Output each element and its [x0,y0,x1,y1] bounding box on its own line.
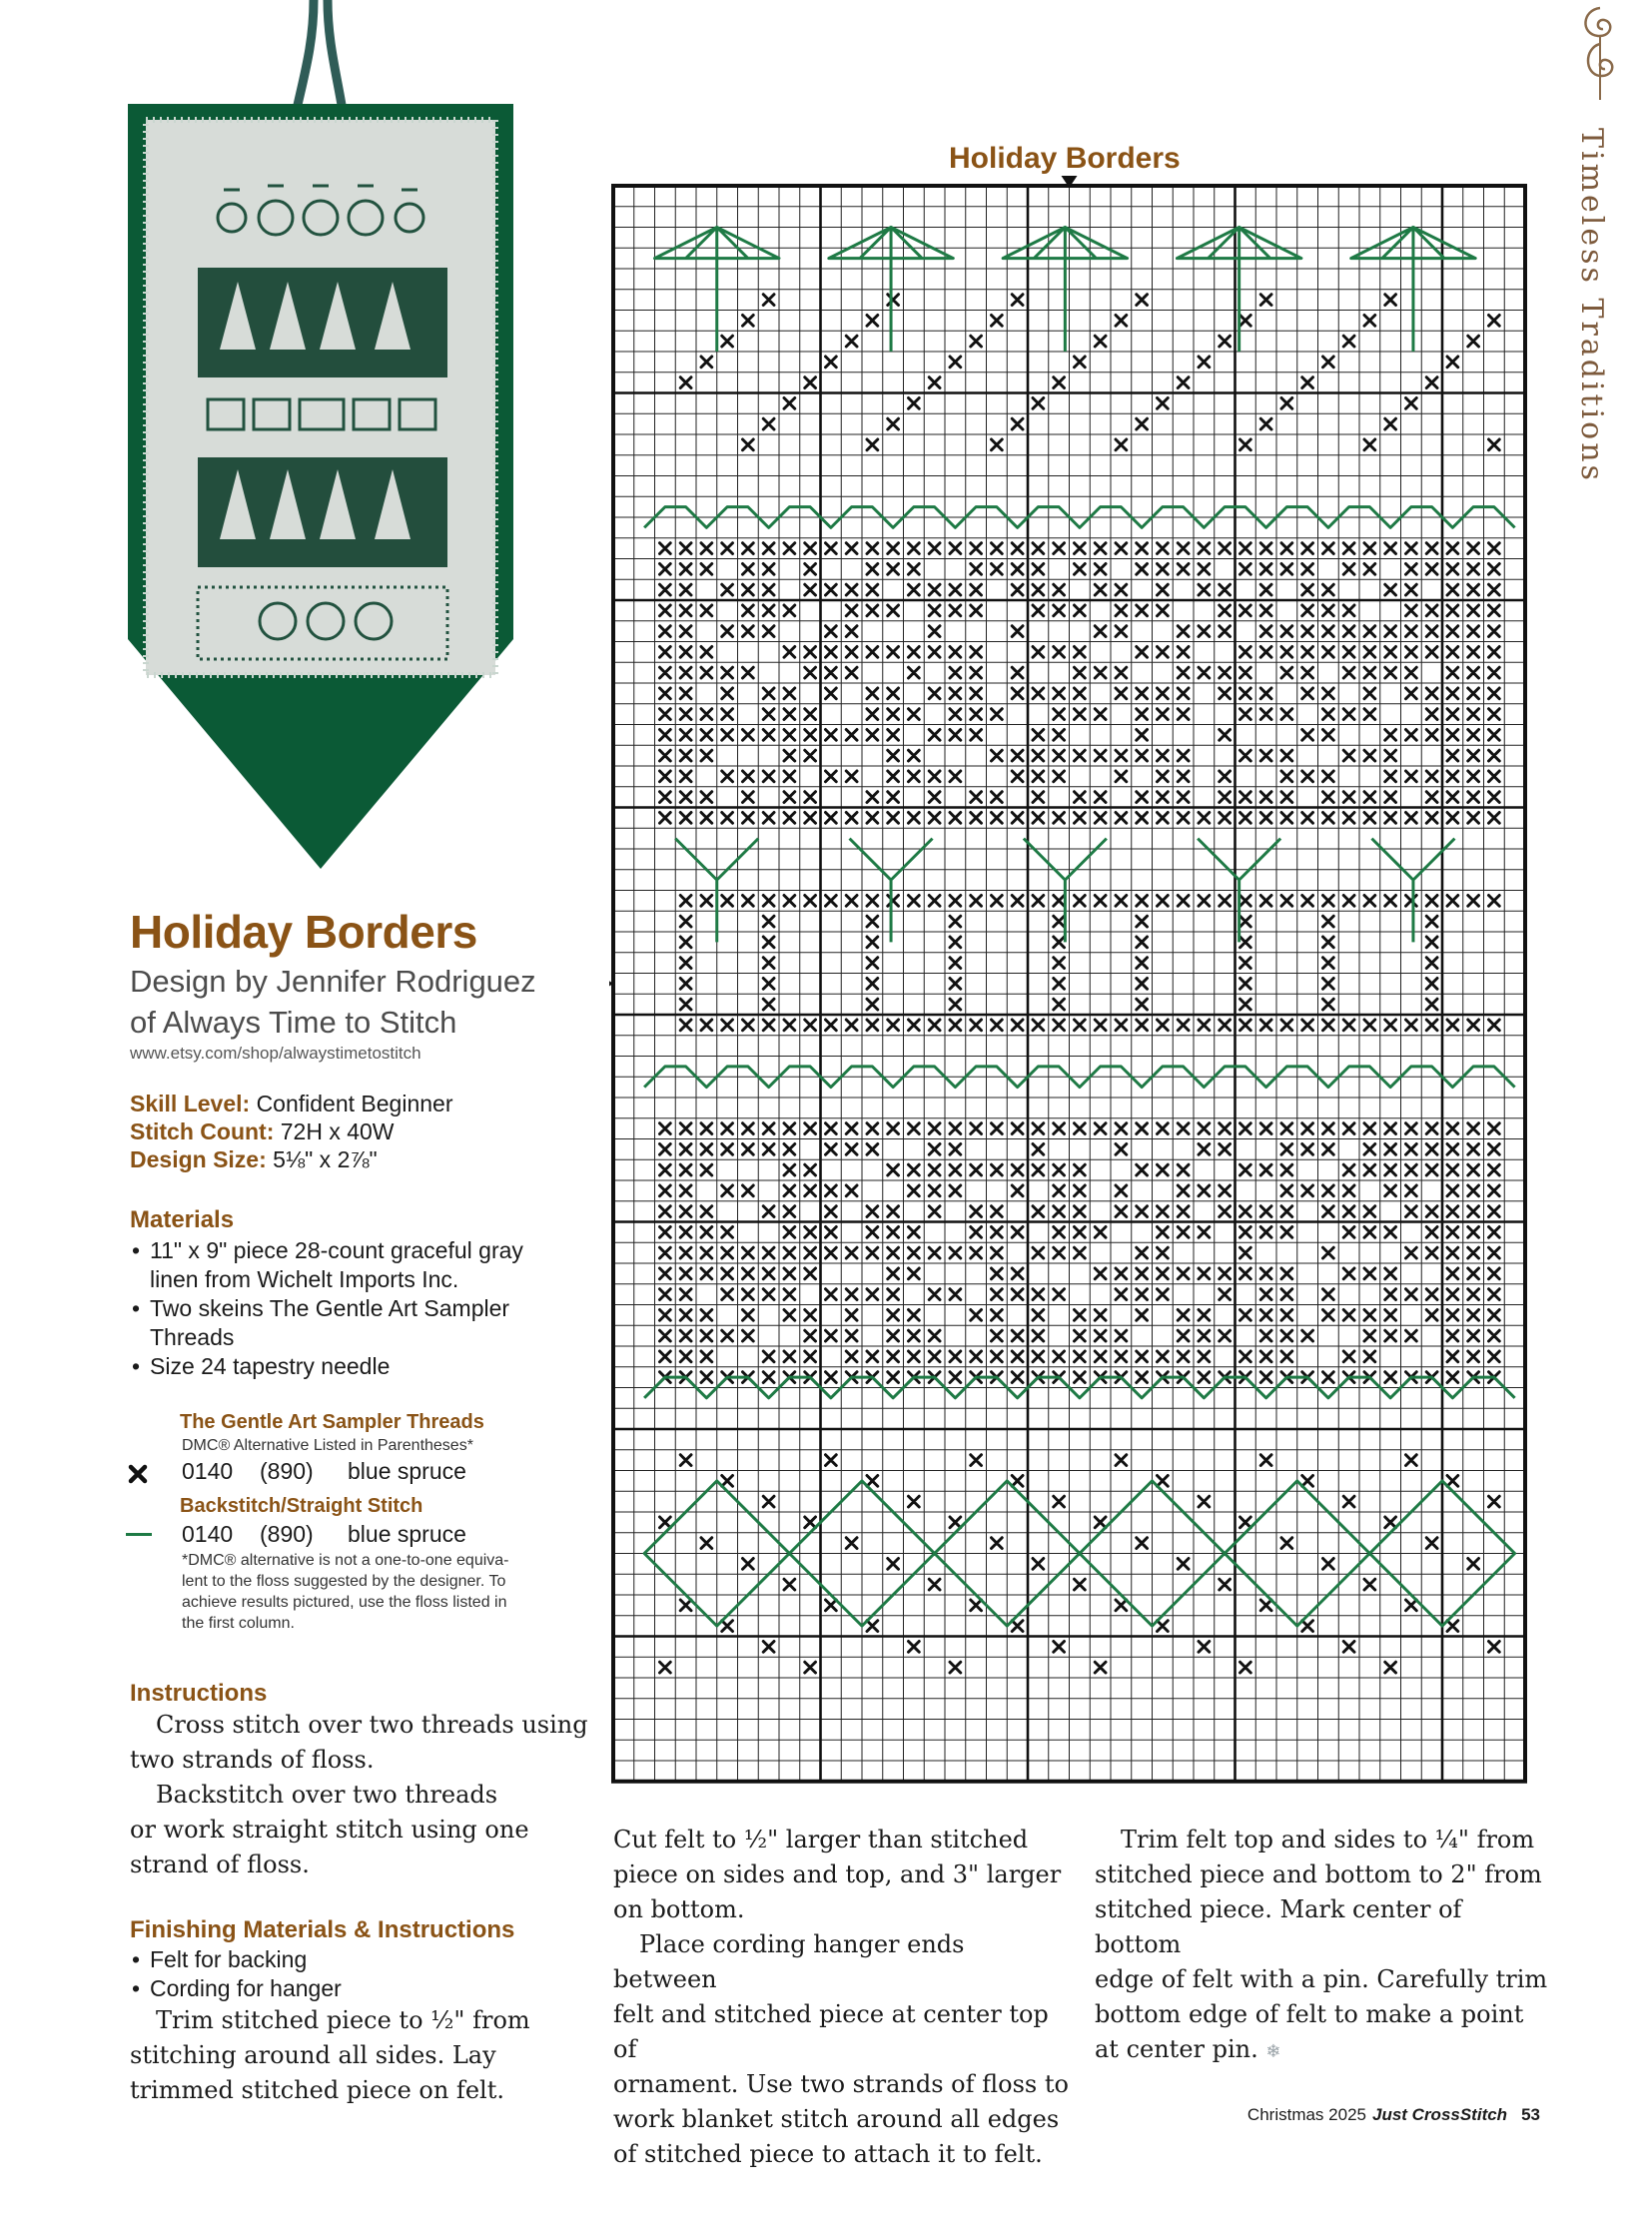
chart-title: Holiday Borders [949,142,1181,175]
issue-name: Christmas 2025 [1246,2105,1366,2124]
list-item: • Felt for backing [130,1945,342,1974]
finishing-text-column-2: Cut felt to ½" larger than stitched piece on sides and top, and 3" larger on bottom. Place cording hanger ends between felt and stitched piece at center top of ornament. Use two strands of floss to work blanket stitch around all edges of stitched piece to attach it to felt. [613,1826,1069,2168]
project-title: Holiday Borders [130,906,477,958]
thread-heading: The Gentle Art Sampler Threads [180,1411,484,1433]
cross-stitch-chart [609,176,1544,1786]
chart-grid [609,176,1525,1782]
flourish-icon [1576,4,1622,104]
cross-stitch-thread: 0140 (890) blue spruce [182,1458,466,1484]
instructions-heading: Instructions [130,1680,268,1707]
designer-line-1: Design by Jennifer Rodriguez [130,964,536,999]
designer-credit [130,961,536,1043]
list-item: • Two skeins The Gentle Art Sampler Threads [130,1294,569,1352]
ornament-photo [128,0,513,869]
magazine-name: Just CrossStitch [1371,2105,1508,2124]
materials-heading: Materials [130,1206,235,1233]
cross-stitch-symbol-icon [128,1464,148,1484]
skill-level: Skill Level: Confident Beginner [130,1091,453,1116]
designer-url[interactable]: www.etsy.com/shop/alwaystimetostitch [130,1044,421,1063]
designer-line-2: of Always Time to Stitch [130,1005,457,1040]
finishing-text-column-3: Trim felt top and sides to ¼" from stitched piece and bottom to 2" from stitched piece. Mark center of bottom edge of felt with a pin. Carefully trim bottom edge of felt to make a point at center pin. ❄ [1095,1826,1548,2063]
list-item: • Cording for hanger [130,1974,342,2003]
backstitch-thread: 0140 (890) blue spruce [182,1521,466,1547]
section-name: Timeless Traditions [1574,128,1609,483]
finishing-list [130,1945,342,2003]
page-footer [1247,2105,1540,2125]
snowflake-end-icon: ❄ [1265,2041,1281,2062]
list-item: • 11" x 9" piece 28-count graceful gray linen from Wichelt Imports Inc. [130,1236,569,1294]
list-item: • Size 24 tapestry needle [130,1352,569,1381]
thread-subheading: DMC® Alternative Listed in Parentheses* [182,1437,473,1454]
stitch-count: Stitch Count: 72H x 40W [130,1118,395,1144]
materials-list [130,1236,569,1381]
running-header [1564,0,1634,519]
finishing-heading: Finishing Materials & Instructions [130,1916,515,1943]
cross-stitches [660,295,1500,1673]
dmc-note: *DMC® alternative is not a one-to-one equiva- lent to the floss suggested by the designer. To achieve results pictured, use the floss listed in the first column. [182,1552,509,1632]
page-number: 53 [1521,2105,1540,2124]
finishing-text: Trim stitched piece to ½" from stitching around all sides. Lay trimmed stitched piece on felt. [130,2006,530,2104]
design-size: Design Size: 5⅛" x 2⅞" [130,1146,378,1172]
instructions-text: Cross stitch over two threads using two strands of floss. Backstitch over two threads or work straight stitch using one strand of floss. [130,1711,588,1878]
backstitch-line-icon [126,1532,152,1538]
backstitch-heading: Backstitch/Straight Stitch [180,1495,423,1517]
